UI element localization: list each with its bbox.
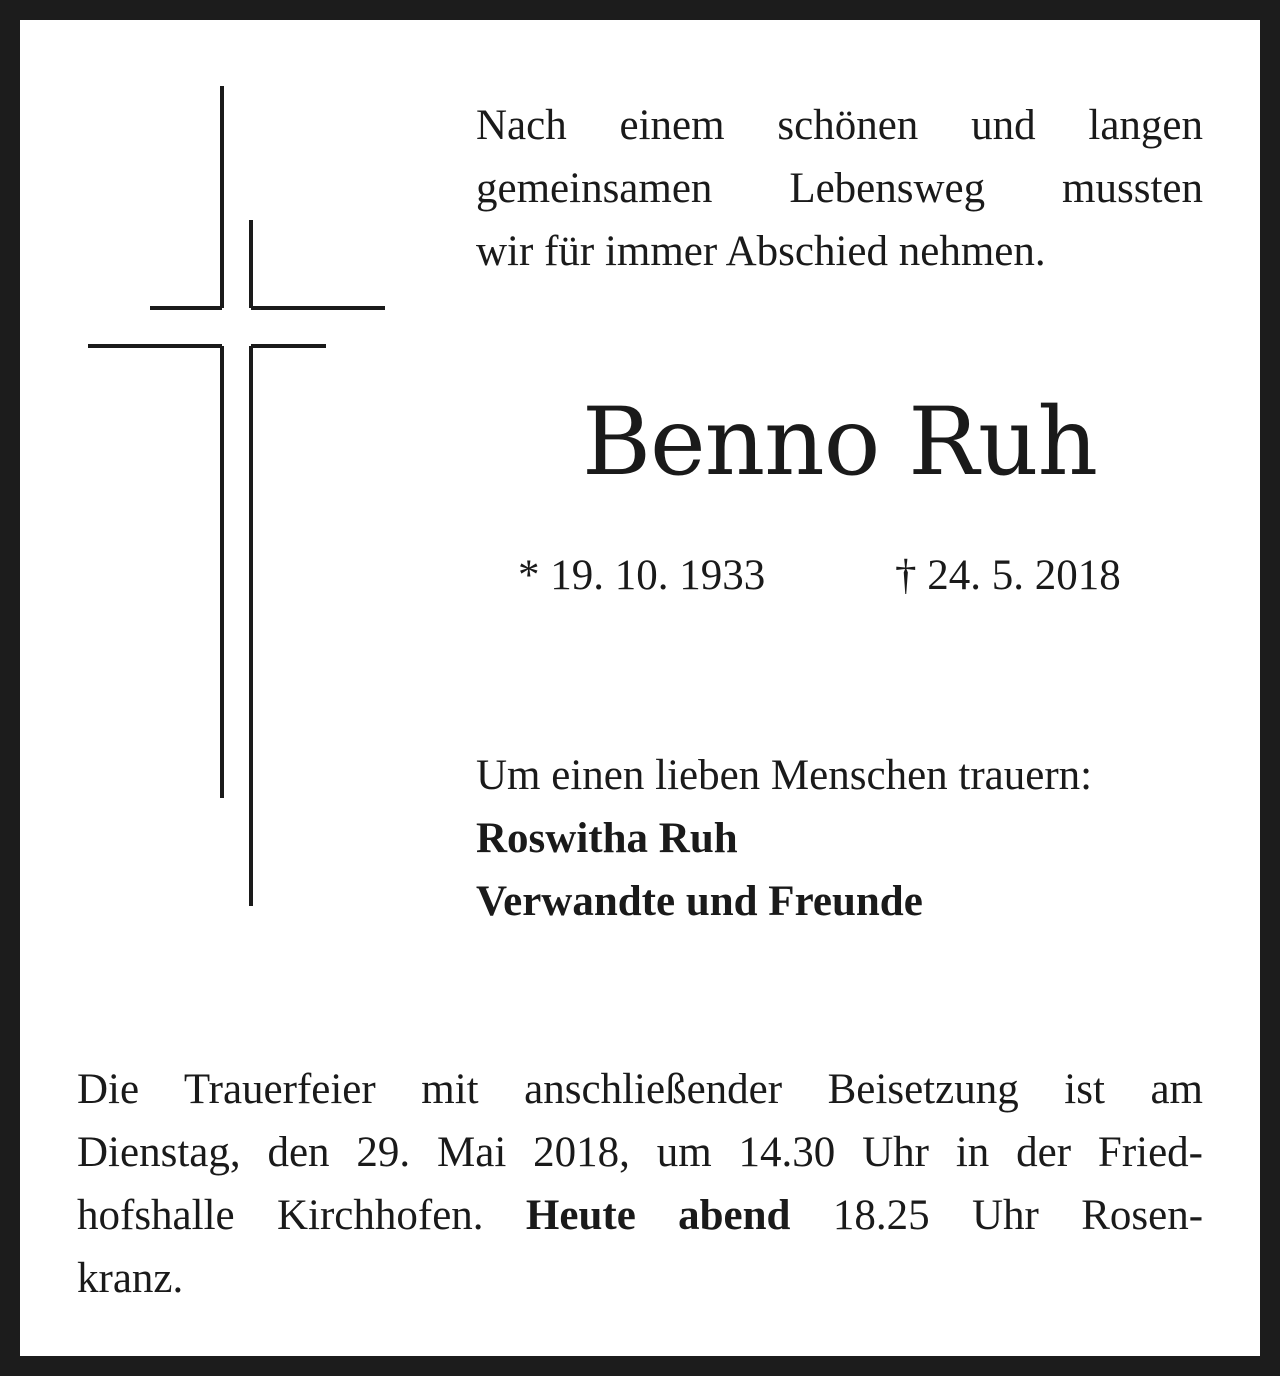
cross-icon bbox=[20, 20, 420, 920]
intro-line: Nach einem schönen und langen bbox=[476, 102, 1203, 149]
funeral-text: hofshalle Kirchhofen. bbox=[77, 1192, 484, 1239]
obituary-card bbox=[20, 20, 1260, 1356]
funeral-emphasis: Heute abend bbox=[525, 1192, 791, 1239]
intro-text bbox=[476, 94, 1203, 283]
mourner-name: Roswitha Ruh bbox=[476, 815, 738, 862]
funeral-text: 18.25 Uhr Rosen- bbox=[832, 1192, 1204, 1239]
funeral-line: kranz. bbox=[77, 1255, 184, 1302]
mourners-intro: Um einen lieben Menschen trauern: bbox=[476, 752, 1093, 799]
death-date: † 24. 5. 2018 bbox=[895, 552, 1121, 599]
funeral-line: Dienstag, den 29. Mai 2018, um 14.30 Uhr in der Fried- bbox=[77, 1129, 1203, 1176]
birth-date: * 19. 10. 1933 bbox=[518, 552, 766, 599]
mourner-name: Verwandte und Freunde bbox=[476, 878, 923, 925]
funeral-line bbox=[77, 1184, 1203, 1247]
intro-line: gemeinsamen Lebensweg mussten bbox=[476, 165, 1203, 212]
funeral-line: Die Trauerfeier mit anschließender Beisetzung ist am bbox=[77, 1066, 1203, 1113]
funeral-notice bbox=[77, 1058, 1203, 1310]
mourners-block bbox=[476, 744, 1216, 933]
intro-line: wir für immer Abschied nehmen. bbox=[476, 228, 1046, 275]
deceased-name: Benno Ruh bbox=[581, 388, 1098, 497]
